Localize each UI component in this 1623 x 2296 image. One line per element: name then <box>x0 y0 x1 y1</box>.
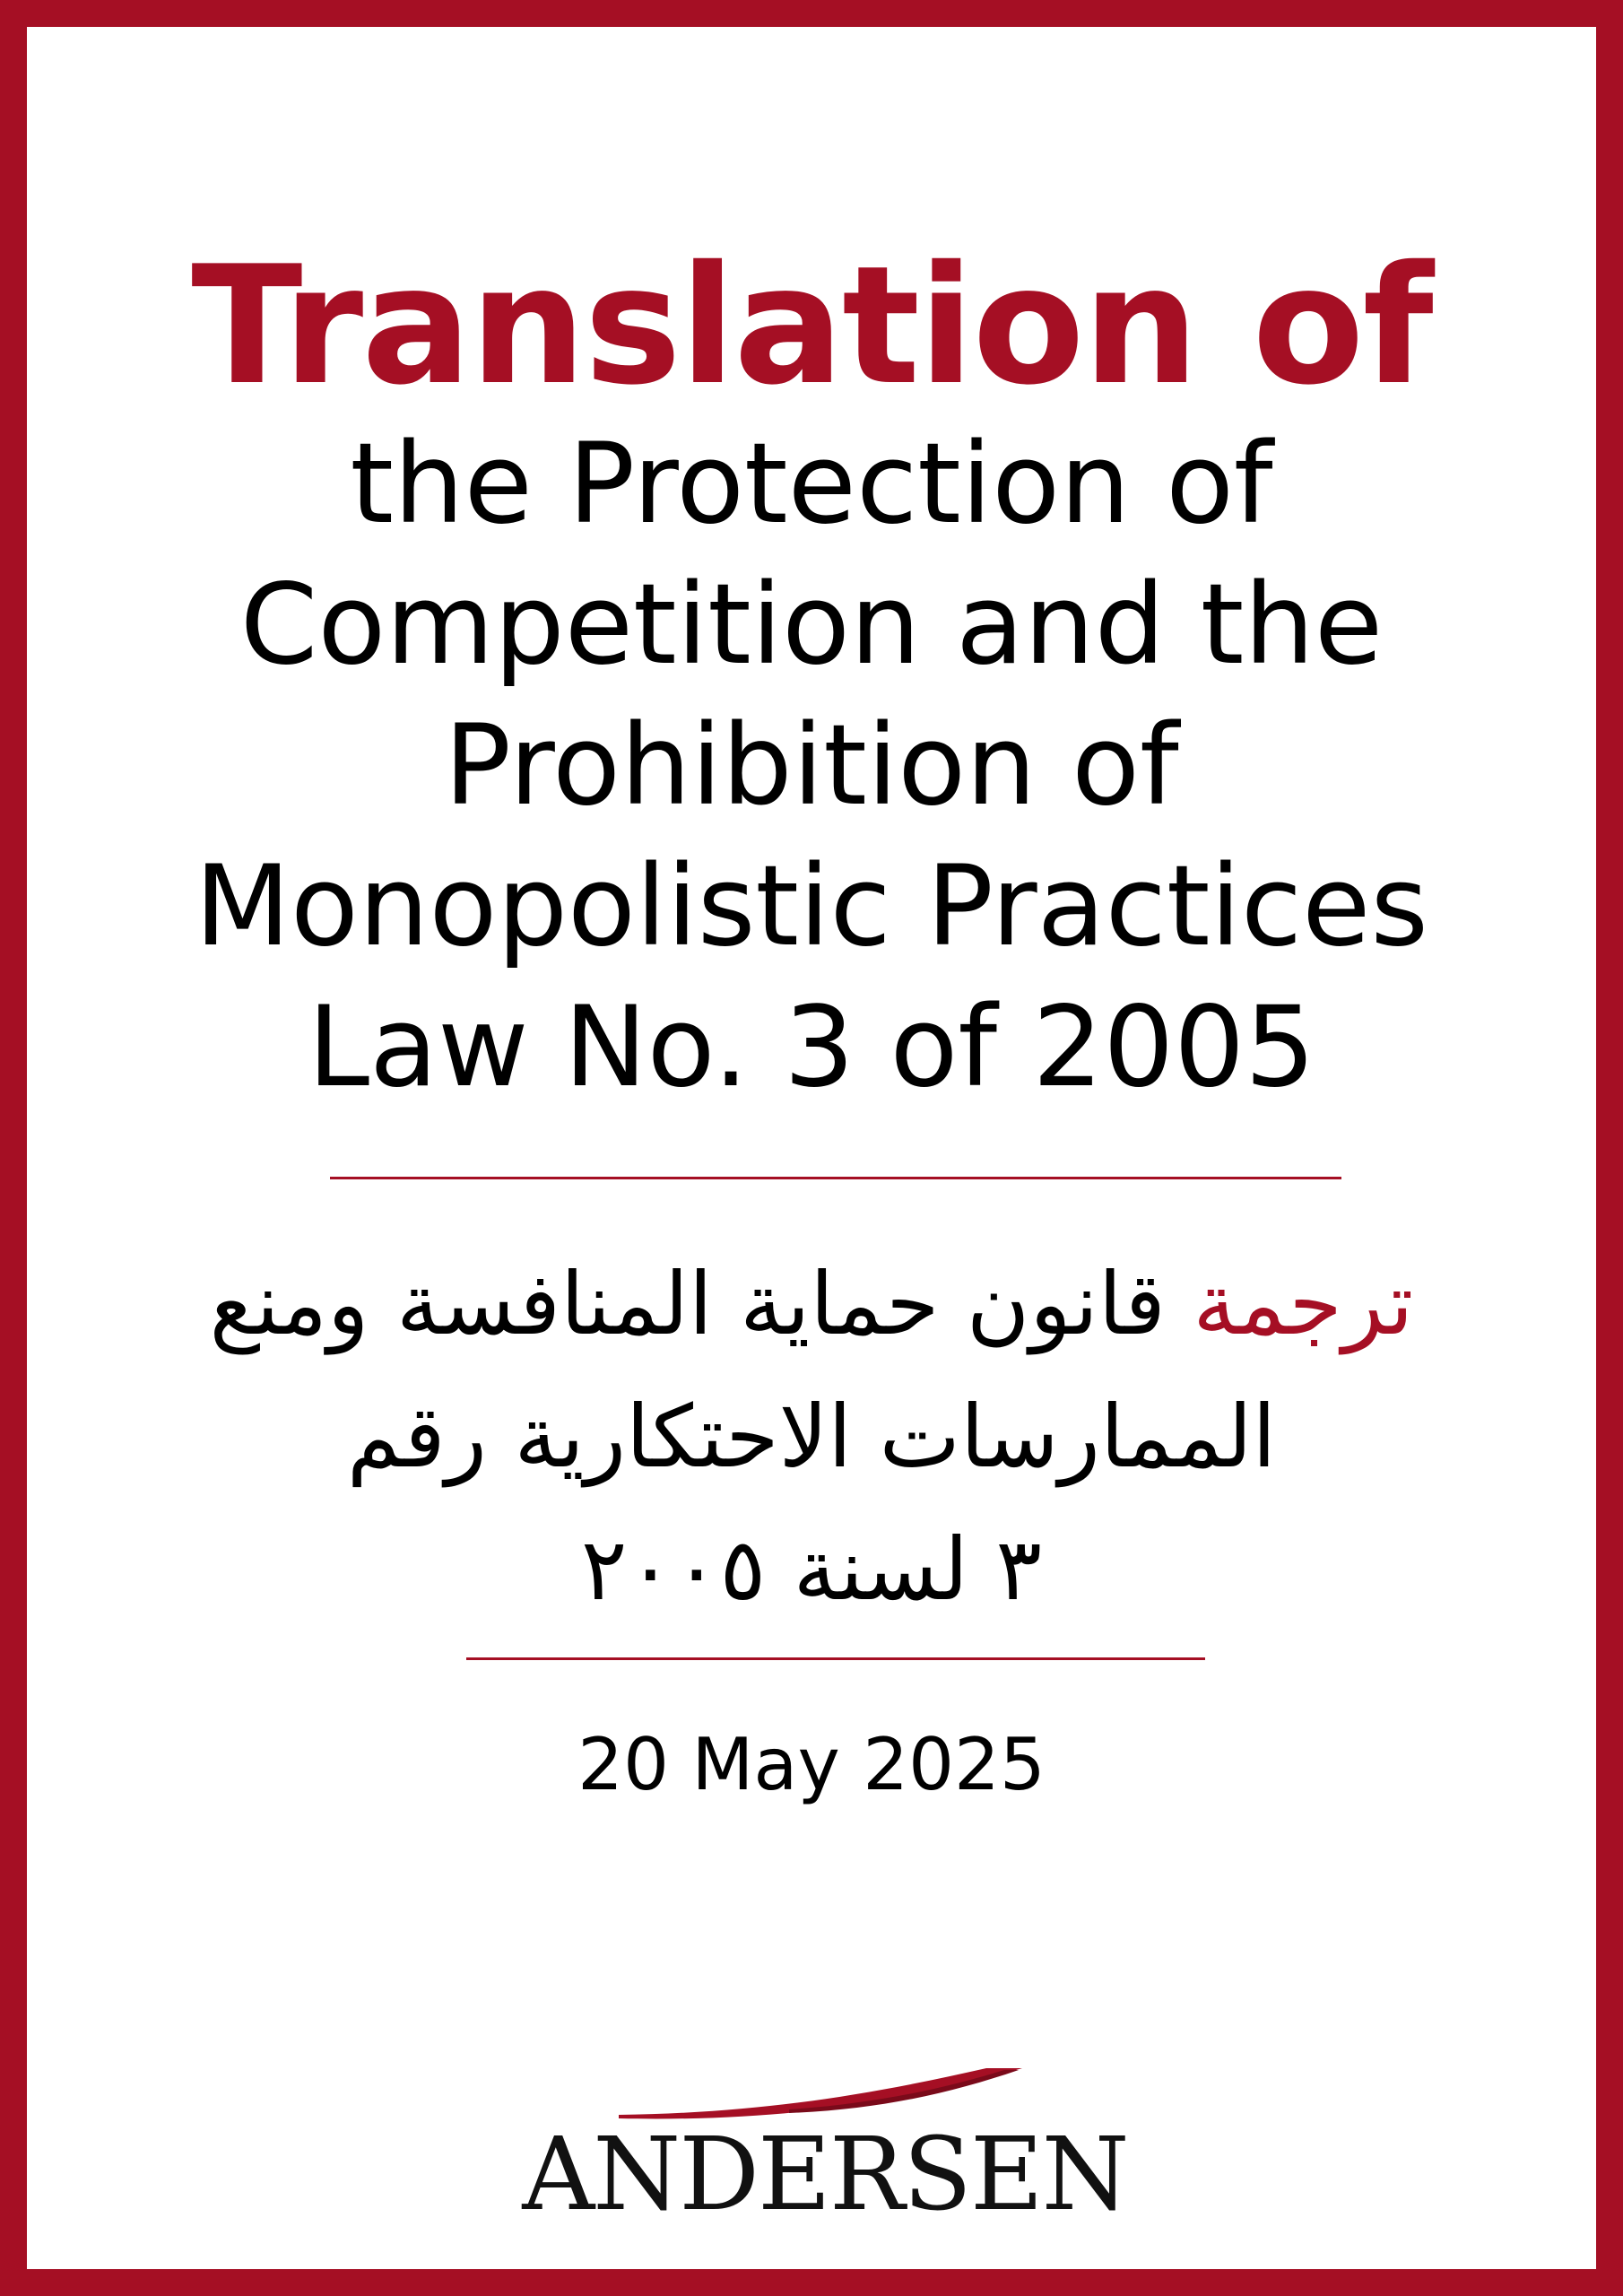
law-title <box>27 414 1596 1118</box>
law-title-line: Law No. 3 of 2005 <box>308 983 1315 1112</box>
law-title-line: the Protection of <box>350 420 1273 549</box>
title-heading: Translation of <box>191 230 1432 421</box>
law-title-line: Monopolistic Practices <box>195 842 1428 971</box>
arabic-title-line1: قانون حماية المنافسة ومنع <box>209 1254 1166 1354</box>
document-date: 20 May 2025 <box>577 1723 1046 1806</box>
divider-top <box>330 1177 1341 1179</box>
arabic-title-line2: الممارسات الاحتكارية رقم <box>346 1387 1277 1487</box>
arabic-title-line3: ٣ لسنة ٢٠٠٥ <box>580 1519 1043 1620</box>
arabic-title <box>27 1238 1596 1636</box>
arabic-translation-word: ترجمة <box>1193 1254 1414 1354</box>
arabic-title-line <box>27 1238 1596 1370</box>
divider-bottom <box>466 1657 1205 1660</box>
andersen-logo <box>520 2063 1130 2233</box>
law-title-line: Prohibition of <box>444 701 1179 831</box>
law-title-line: Competition and the <box>239 561 1384 690</box>
logo-wordmark: ANDERSEN <box>522 2117 1128 2233</box>
